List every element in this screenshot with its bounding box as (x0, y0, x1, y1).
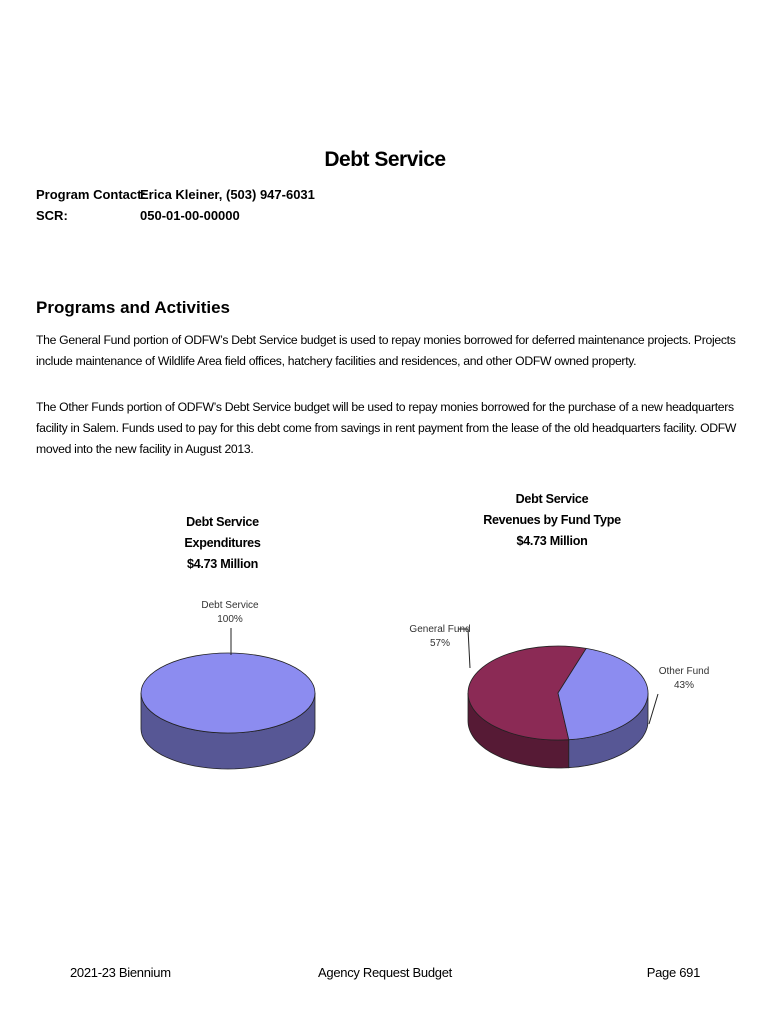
slice-label-other-fund (654, 665, 714, 693)
chart-title-line: $4.73 Million (187, 557, 258, 571)
slice-label-name: Debt Service (201, 600, 259, 611)
chart-title-line: $4.73 Million (516, 534, 588, 548)
paragraph-other-funds: The Other Funds portion of ODFW’s Debt Service budget will be used to repay monies borrowed for the purchase of a new headquarters facility in Salem. Funds used to pay for this debt come from savings in rent payment from the lease of the old headquarters facility. ODFW moved into the new facility in August 2013. (36, 400, 737, 456)
pie-revenues (468, 646, 648, 768)
chart-title-line: Expenditures (184, 536, 261, 550)
slice-label-debt-service (195, 599, 265, 627)
slice-label-name: General Fund (409, 624, 471, 635)
program-contact-value: Erica Kleiner, (503) 947-6031 (140, 187, 315, 202)
chart-title-line: Revenues by Fund Type (483, 513, 621, 527)
pie-slice-debt-service (141, 653, 315, 733)
scr-value: 050-01-00-00000 (140, 208, 240, 223)
paragraph-general-fund: The General Fund portion of ODFW’s Debt Service budget is used to repay monies borrowed for deferred maintenance projects. Projects include maintenance of Wildlife Area field offices, hatchery facilities and residences, and other ODFW owned property. (36, 333, 736, 368)
chart-title-line: Debt Service (515, 492, 589, 506)
pie-expenditures (141, 653, 315, 769)
leader-line (649, 694, 658, 724)
footer-biennium: 2021-23 Biennium (70, 965, 171, 980)
slice-label-percent: 100% (217, 614, 243, 625)
section-heading: Programs and Activities (36, 298, 230, 317)
slice-label-percent: 43% (673, 680, 694, 691)
scr-label: SCR: (36, 208, 68, 223)
footer-page-number: Page 691 (646, 965, 700, 980)
slice-label-name: Other Fund (658, 666, 710, 677)
footer-budget-type: Agency Request Budget (318, 965, 452, 980)
slice-label-general-fund (408, 623, 472, 651)
program-contact-label: Program Contact: (36, 187, 146, 202)
page-title: Debt Service (324, 148, 446, 171)
chart-title-line: Debt Service (186, 515, 259, 529)
slice-label-percent: 57% (429, 638, 450, 649)
